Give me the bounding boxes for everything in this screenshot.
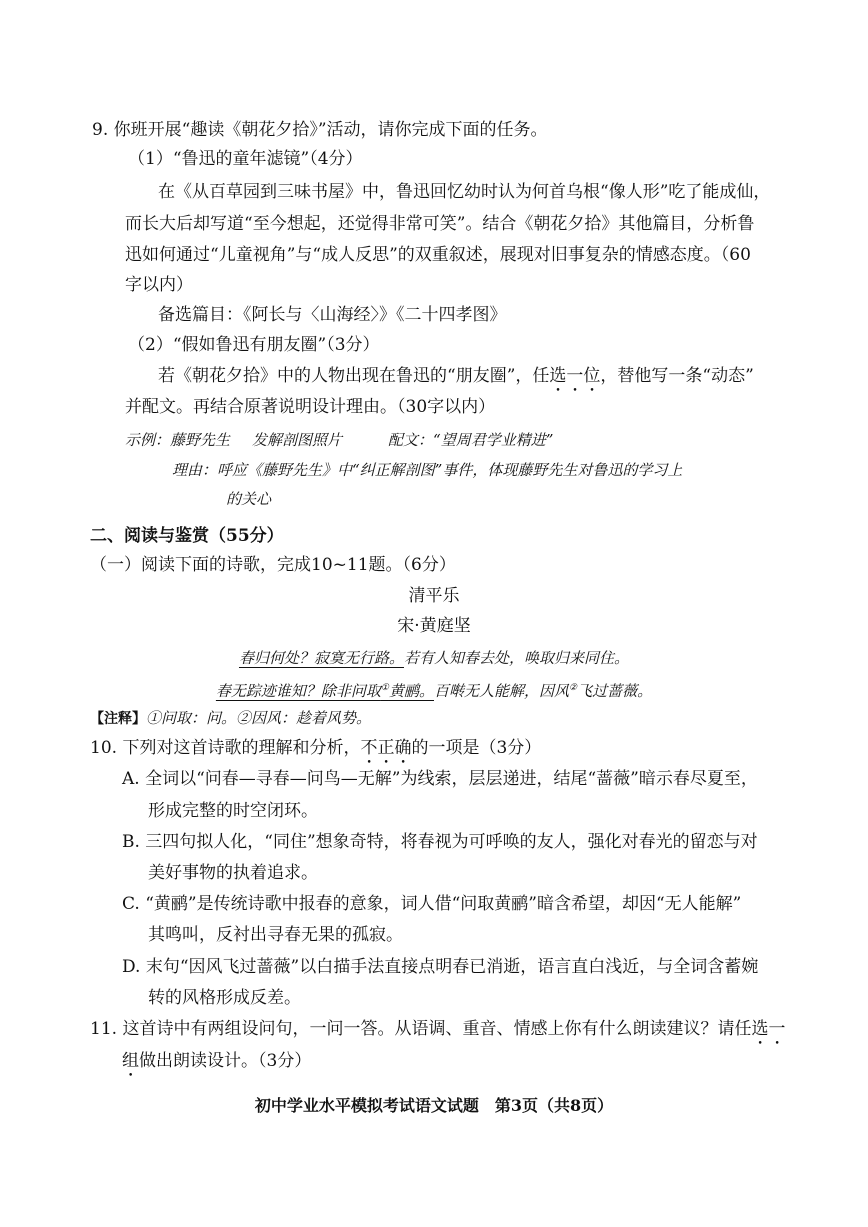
q10-option-c-line2: 其鸣叫，反衬出寻春无果的孤寂。 [148,925,403,945]
q11-line2: 组做出朗读设计。（3分） [122,1051,312,1071]
poem-line2: 春无踪迹谁知？除非问取①黄鹂。百啭无人能解，因风②飞过蔷薇。 [215,682,653,700]
q9-part1-line2: 而长大后却写道“至今想起，还觉得非常可笑”。结合《朝花夕拾》其他篇目，分析鲁 [125,214,755,234]
section2-sub1: （一）阅读下面的诗歌，完成10~11题。（6分） [90,555,456,575]
q10-option-b-line1: B. 三四句拟人化，“同住”想象奇特，将春视为可呼唤的友人，强化对春光的留恋与对 [122,832,758,852]
q11-line1: 11. 这首诗中有两组设问句，一问一答。从语调、重音、情感上你有什么朗读建议？请任选一 [90,1019,786,1039]
example-reason-line1: 理由：呼应《藤野先生》中“纠正解剖图”事件，体现藤野先生对鲁迅的学习上 [172,461,683,479]
q9-part1-line1: 在《从百草园到三味书屋》中，鲁迅回忆幼时认为何首乌根“像人形”吃了能成仙， [158,182,771,202]
q10-stem: 10. 下列对这首诗歌的理解和分析，不正确的一项是（3分） [90,738,542,758]
example-reason-line2: 的关心 [226,490,272,508]
q9-part2-line2: 并配文。再结合原著说明设计理由。（30字以内） [125,397,496,417]
poem-title: 清平乐 [408,586,460,606]
q10-option-c-line1: C. “黄鹂”是传统诗歌中报春的意象，词人借“问取黄鹂”暗含希望，却因“无人能解” [122,894,742,914]
page-footer: 初中学业水平模拟考试语文试题 第3页（共8页） [254,1096,614,1115]
emphasis-choose-one-group: 选一 [751,1019,786,1039]
q9-part1-line4: 字以内） [125,275,193,295]
q10-option-a-line1: A. 全词以“问春—寻春—问鸟—无解”为线索，层层递进，结尾“蔷薇”暗示春尽夏至， [122,769,758,789]
q10-option-d-line1: D. 末句“因风飞过蔷薇”以白描手法直接点明春已消逝，语言直白浅近，与全词含蓄婉 [122,957,759,977]
q9-part1-options: 备选篇目：《阿长与〈山海经〉》《二十四孝图》 [158,305,507,325]
emphasis-choose-one: 选一位 [549,366,601,386]
q9-stem: 9. 你班开展“趣读《朝花夕拾》”活动，请你完成下面的任务。 [92,120,548,140]
q10-option-b-line2: 美好事物的执着追求。 [148,863,318,883]
q10-option-d-line2: 转的风格形成反差。 [148,988,301,1008]
poem-line1: 春归何处？寂寞无行路。若有人知春去处，唤取归来同住。 [238,649,630,667]
q9-part1-title: （1）“鲁迅的童年滤镜”（4分） [128,149,363,169]
q10-option-a-line2: 形成完整的时空闭环。 [148,801,318,821]
q9-part1-line3: 迅如何通过“儿童视角”与“成人反思”的双重叙述，展现对旧事复杂的情感态度。（60 [125,245,751,265]
q9-part2-line1: 若《朝花夕拾》中的人物出现在鲁迅的“朋友圈”，任选一位，替他写一条“动态” [158,366,754,386]
emphasis-incorrect: 不正确 [360,738,412,758]
q9-part2-title: （2）“假如鲁迅有朋友圈”（3分） [128,335,380,355]
poem-note: 【注释】①问取：问。②因风：趁着风势。 [90,709,372,727]
section2-title: 二、阅读与鉴赏（55分） [90,526,284,546]
example-line: 示例：藤野先生 发解剖图照片 配文：“望周君学业精进” [125,431,554,449]
poem-author: 宋·黄庭坚 [397,616,471,636]
